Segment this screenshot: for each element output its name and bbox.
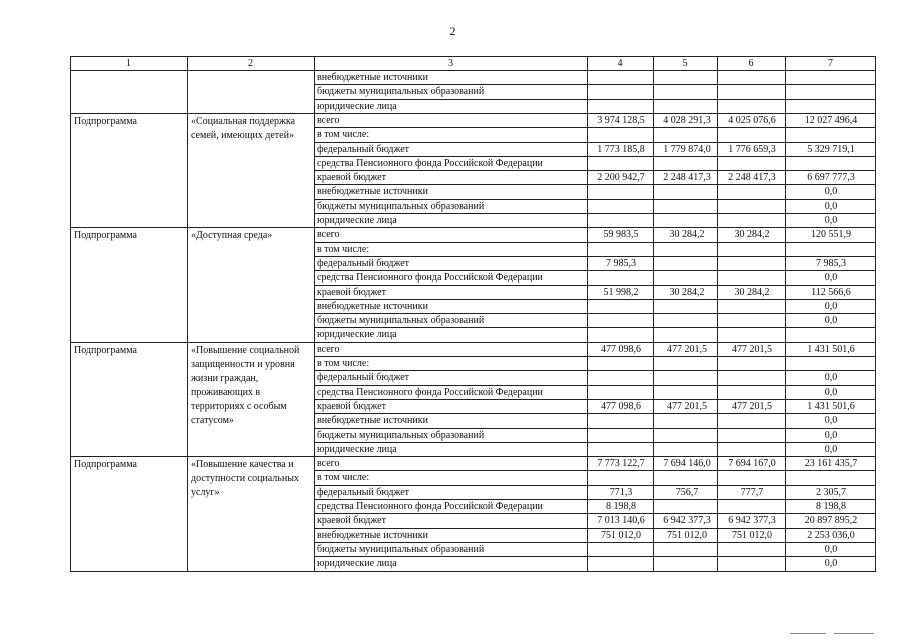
amount-cell: 756,7 — [675, 486, 699, 498]
program-name: «Повышение качества и доступности социальных услуг» — [191, 459, 299, 499]
amount-cell: 6 697 777,3 — [807, 172, 855, 184]
amount-cell: 7 985,3 — [816, 257, 846, 269]
amount-cell: 2 253 036,0 — [807, 529, 855, 541]
funding-source: юридические лица — [317, 100, 397, 112]
program-type: Подпрограмма — [74, 230, 137, 242]
funding-source: внебюджетные источники — [317, 300, 428, 312]
amount-cell: 0,0 — [824, 200, 838, 212]
amount-cell: 2 248 417,3 — [728, 172, 776, 184]
amount-cell: 477 201,5 — [667, 400, 707, 412]
program-type: Подпрограмма — [74, 344, 137, 356]
funding-table — [70, 56, 876, 570]
amount-cell: 30 284,2 — [669, 229, 705, 241]
amount-cell: 7 013 140,6 — [597, 515, 645, 527]
funding-source: всего — [317, 458, 340, 470]
amount-cell: 7 694 146,0 — [663, 458, 711, 470]
amount-cell: 59 983,5 — [603, 229, 639, 241]
amount-cell: 477 098,6 — [601, 343, 641, 355]
amount-cell: 8 198,8 — [816, 501, 846, 512]
amount-cell: 30 284,2 — [734, 229, 770, 241]
amount-cell: 0,0 — [824, 386, 838, 398]
amount-cell: 7 773 122,7 — [597, 458, 645, 470]
column-divider — [653, 56, 654, 571]
amount-cell: 1 776 659,3 — [728, 143, 776, 155]
amount-cell: 1 773 185,8 — [597, 143, 645, 155]
funding-source: краевой бюджет — [317, 286, 386, 298]
amount-cell: 0,0 — [824, 186, 838, 198]
row-divider — [70, 571, 876, 572]
funding-source: бюджеты муниципальных образований — [317, 543, 485, 555]
column-divider — [875, 56, 876, 571]
amount-cell: 0,0 — [824, 215, 838, 226]
funding-source: юридические лица — [317, 443, 397, 455]
amount-cell: 8 198,8 — [606, 501, 636, 512]
amount-cell: 751 012,0 — [667, 529, 707, 541]
amount-cell: 477 098,6 — [601, 400, 641, 412]
amount-cell: 112 566,6 — [811, 286, 851, 298]
amount-cell: 5 329 719,1 — [807, 143, 855, 155]
amount-cell: 0,0 — [824, 543, 838, 555]
header-cell: 3 — [448, 58, 453, 69]
amount-cell: 0,0 — [824, 372, 838, 384]
amount-cell: 1 431 501,6 — [807, 400, 855, 412]
page-number: 2 — [449, 24, 456, 38]
column-divider — [70, 56, 71, 571]
amount-cell: 0,0 — [824, 558, 838, 570]
program-name: «Повышение социальной защищенности и уровня жизни граждан, проживающих в территориях с особым статусом» — [191, 344, 300, 426]
column-divider — [587, 56, 588, 571]
funding-source: внебюджетные источники — [317, 529, 428, 541]
funding-source: средства Пенсионного фонда Российской Федерации — [317, 501, 543, 512]
amount-cell: 0,0 — [824, 415, 838, 427]
amount-cell: 2 305,7 — [816, 486, 846, 498]
header-cell: 6 — [748, 58, 754, 69]
amount-cell: 477 201,5 — [732, 400, 772, 412]
amount-cell: 4 025 076,6 — [728, 114, 776, 126]
funding-source: внебюджетные источники — [317, 186, 428, 198]
column-divider — [785, 56, 786, 571]
amount-cell: 30 284,2 — [734, 286, 770, 298]
amount-cell: 751 012,0 — [601, 529, 641, 541]
column-divider — [717, 56, 718, 571]
header-cell: 4 — [617, 58, 623, 69]
amount-cell: 777,7 — [740, 486, 764, 498]
funding-source: бюджеты муниципальных образований — [317, 429, 485, 441]
funding-source: юридические лица — [317, 558, 397, 570]
amount-cell: 1 431 501,6 — [807, 343, 855, 355]
amount-cell: 12 027 496,4 — [804, 114, 858, 126]
amount-cell: 2 200 942,7 — [597, 172, 645, 184]
funding-source: федеральный бюджет — [317, 143, 410, 155]
funding-source: федеральный бюджет — [317, 257, 410, 269]
funding-source: средства Пенсионного фонда Российской Федерации — [317, 157, 543, 169]
funding-source: в том числе: — [317, 472, 370, 484]
funding-source: средства Пенсионного фонда Российской Федерации — [317, 272, 543, 284]
amount-cell: 751 012,0 — [732, 529, 772, 541]
funding-source: всего — [317, 229, 340, 241]
amount-cell: 7 985,3 — [606, 257, 636, 269]
funding-source: средства Пенсионного фонда Российской Федерации — [317, 386, 543, 398]
funding-source: всего — [317, 343, 340, 355]
funding-source: внебюджетные источники — [317, 415, 428, 427]
funding-source: краевой бюджет — [317, 172, 386, 184]
amount-cell: 0,0 — [824, 443, 838, 455]
amount-cell: 30 284,2 — [669, 286, 705, 298]
funding-source: внебюджетные источники — [317, 72, 428, 83]
amount-cell: 0,0 — [824, 429, 838, 441]
amount-cell: 0,0 — [824, 300, 838, 312]
amount-cell: 771,3 — [609, 486, 633, 498]
amount-cell: 477 201,5 — [732, 343, 772, 355]
footer-mark — [790, 633, 826, 634]
header-cell: 7 — [828, 58, 833, 69]
amount-cell: 6 942 377,3 — [663, 515, 711, 527]
program-type: Подпрограмма — [74, 459, 137, 471]
column-divider — [314, 56, 315, 571]
program-type: Подпрограмма — [74, 115, 137, 127]
program-name: «Социальная поддержка семей, имеющих детей» — [191, 115, 296, 141]
funding-source: всего — [317, 114, 340, 126]
footer-mark — [834, 633, 874, 634]
amount-cell: 3 974 128,5 — [597, 114, 645, 126]
funding-source: бюджеты муниципальных образований — [317, 315, 485, 327]
amount-cell: 120 551,9 — [811, 229, 851, 241]
header-cell: 2 — [248, 58, 253, 69]
amount-cell: 2 248 417,3 — [663, 172, 711, 184]
amount-cell: 4 028 291,3 — [663, 114, 711, 126]
column-divider — [187, 56, 188, 571]
funding-source: бюджеты муниципальных образований — [317, 86, 485, 98]
amount-cell: 20 897 895,2 — [804, 515, 858, 527]
header-cell: 1 — [126, 58, 131, 69]
funding-source: в том числе: — [317, 358, 370, 369]
funding-source: юридические лица — [317, 329, 397, 341]
funding-source: краевой бюджет — [317, 515, 386, 527]
funding-source: юридические лица — [317, 215, 397, 226]
amount-cell: 0,0 — [824, 272, 838, 284]
amount-cell: 51 998,2 — [603, 286, 639, 298]
funding-source: в том числе: — [317, 129, 370, 141]
amount-cell: 0,0 — [824, 315, 838, 327]
funding-source: федеральный бюджет — [317, 372, 410, 384]
amount-cell: 23 161 435,7 — [804, 458, 858, 470]
amount-cell: 7 694 167,0 — [728, 458, 776, 470]
funding-source: бюджеты муниципальных образований — [317, 200, 485, 212]
amount-cell: 6 942 377,3 — [728, 515, 776, 527]
amount-cell: 477 201,5 — [667, 343, 707, 355]
funding-source: в том числе: — [317, 243, 370, 255]
funding-source: краевой бюджет — [317, 400, 386, 412]
program-name: «Доступная среда» — [191, 230, 273, 242]
header-cell: 5 — [682, 58, 688, 69]
funding-source: федеральный бюджет — [317, 486, 410, 498]
amount-cell: 1 779 874,0 — [663, 143, 711, 155]
